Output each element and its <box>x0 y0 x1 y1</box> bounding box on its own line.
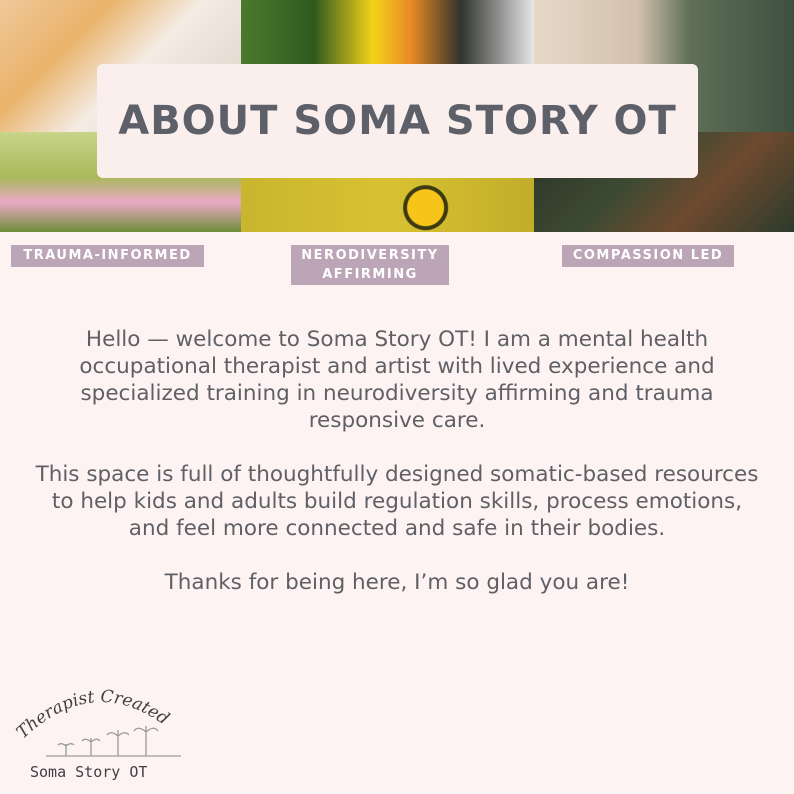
badge-arc-text: Therapist Created <box>12 686 173 743</box>
intro-paragraph-resources: This space is full of thoughtfully designed somatic-based resources to help kids and adults build regulation skills, process emotions, and feel more connected and safe in their bodies. <box>35 462 759 541</box>
intro-paragraph-thanks: Thanks for being here, I’m so glad you are! <box>164 570 630 595</box>
photo-yellow-flower <box>241 178 534 232</box>
page-title: ABOUT SOMA STORY OT <box>118 98 677 144</box>
intro-text <box>30 326 764 623</box>
tag-neurodiversity-affirming: NERODIVERSITY AFFIRMING <box>291 245 449 285</box>
badge-brand: Soma Story OT <box>30 763 148 781</box>
title-card <box>97 64 698 178</box>
tag-compassion-led: COMPASSION LED <box>562 245 734 267</box>
intro-paragraph-welcome: Hello — welcome to Soma Story OT! I am a mental health occupational therapist and artist with lived experience and specialized training in neurodiversity affirming and trauma responsive care. <box>79 327 715 433</box>
tag-trauma-informed: TRAUMA-INFORMED <box>11 245 204 267</box>
sprout-icon <box>46 726 181 756</box>
photo-vegetables <box>241 0 534 66</box>
